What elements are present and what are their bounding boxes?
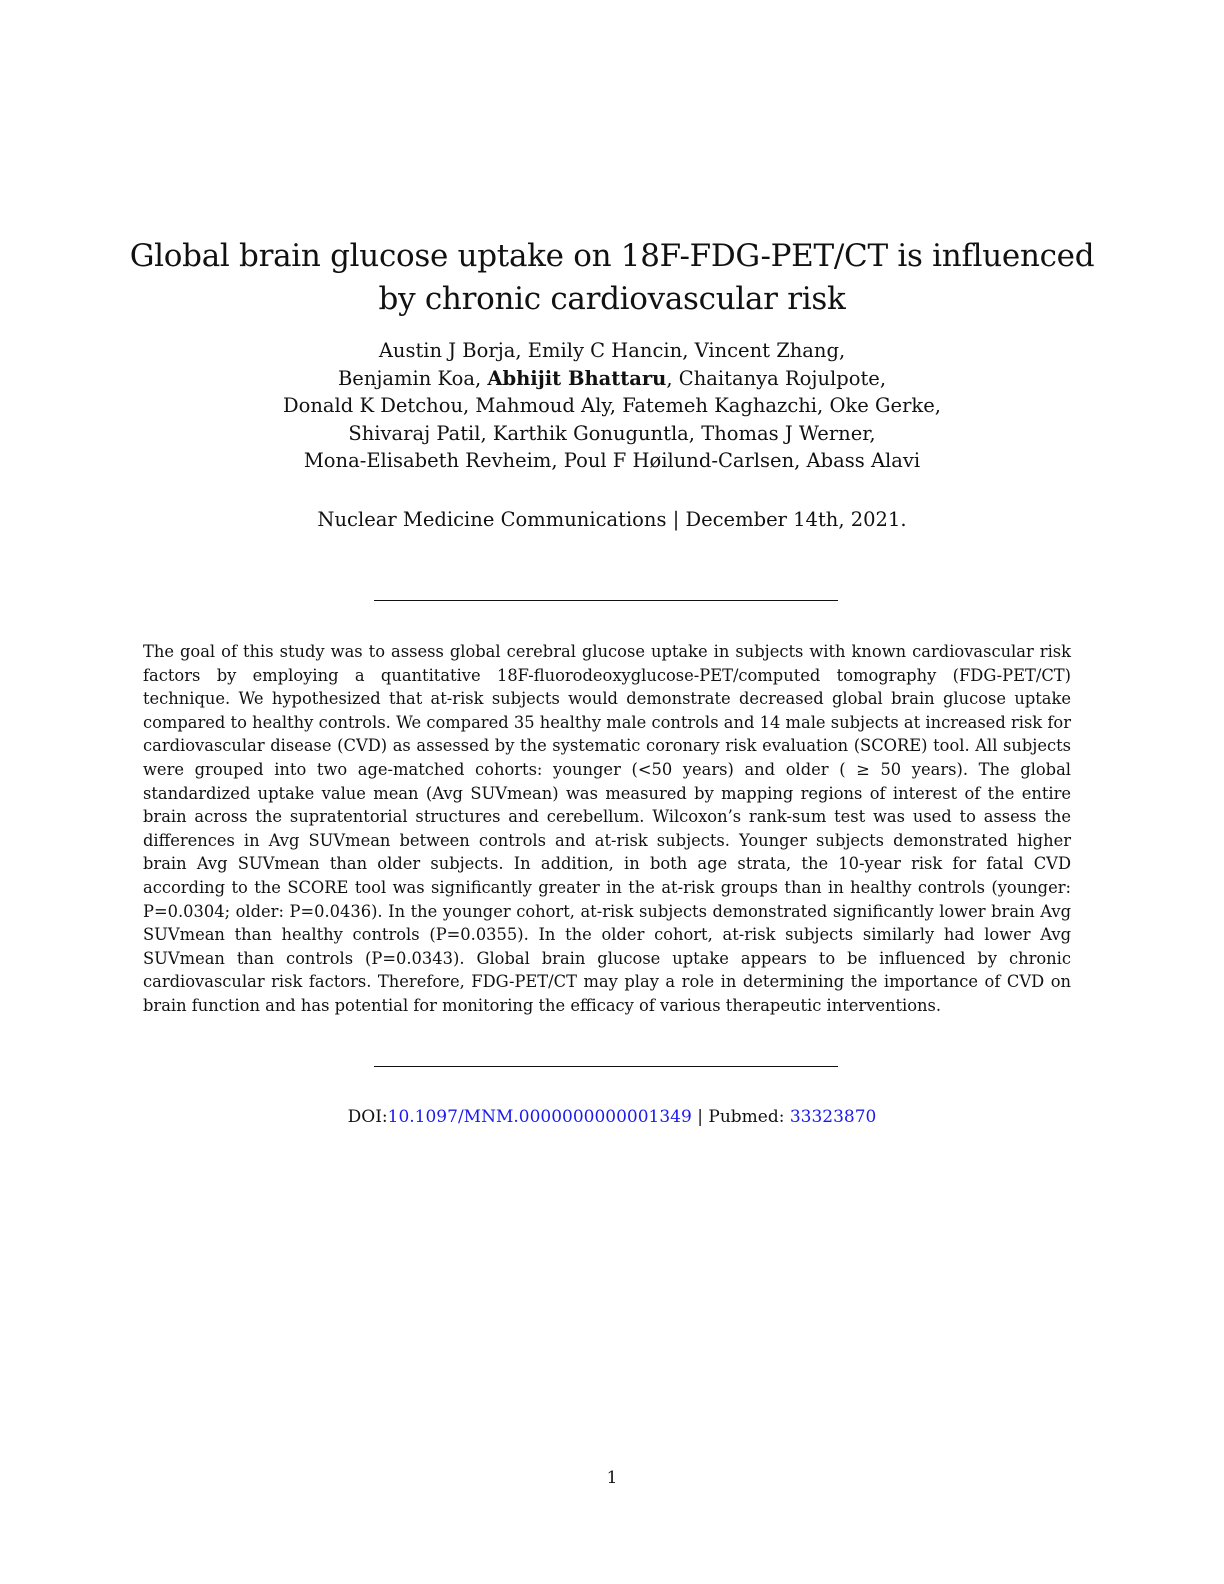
paper-title: Global brain glucose uptake on 18F-FDG-PET/CT is influenced by chronic cardiovascular risk <box>129 237 1095 317</box>
pubmed-label: Pubmed: <box>708 1107 790 1127</box>
journal-and-date: Nuclear Medicine Communications | December 14th, 2021. <box>317 508 907 531</box>
author-line: Donald K Detchou, Mahmoud Aly, Fatemeh Kaghazchi, Oke Gerke, <box>283 394 941 417</box>
top-divider <box>374 600 838 601</box>
author-line: Shivaraj Patil, Karthik Gonuguntla, Thomas J Werner, <box>348 421 876 445</box>
author-names: , Chaitanya Rojulpote, <box>666 366 887 390</box>
highlighted-author: Abhijit Bhattaru <box>487 366 667 390</box>
abstract-text: The goal of this study was to assess global cerebral glucose uptake in subjects with known cardiovascular risk factors by employing a quantitative 18F-fluorodeoxyglucose-PET/computed tomography (FDG-PET/CT) technique. We hypothesized that at-risk subjects would demonstrate decreased global brain glucose uptake compared to healthy controls. We compared 35 healthy male controls and 14 male subjects at increased risk for cardiovascular disease (CVD) as assessed by the systematic coronary risk evaluation (SCORE) tool. All subjects were grouped into two age-matched cohorts: younger (<50 years) and older ( ≥ 50 years). The global standardized uptake value mean (Avg SUVmean) was measured by mapping regions of interest of the entire brain across the supratentorial structures and cerebellum. Wilcoxon’s rank-sum test was used to assess the differences in Avg SUVmean between controls and at-risk subjects. Younger subjects demonstrated higher brain Avg SUVmean than older subjects. In addition, in both age strata, the 10-year risk for fatal CVD according to the SCORE tool was significantly greater in the at-risk groups than in healthy controls (younger: P=0.0304; older: P=0.0436). In the younger cohort, at-risk subjects demonstrated significantly lower brain Avg SUVmean than healthy controls (P=0.0355). In the older cohort, at-risk subjects similarly had lower Avg SUVmean than controls (P=0.0343). Global brain glucose uptake appears to be influenced by chronic cardiovascular risk factors. Therefore, FDG-PET/CT may play a role in determining the importance of CVD on brain function and has potential for monitoring the efficacy of various therapeutic interventions. <box>143 642 1071 1015</box>
author-line: Mona-Elisabeth Revheim, Poul F Høilund-Carlsen, Abass Alavi <box>303 449 921 472</box>
reference-links <box>180 1104 1044 1130</box>
bottom-divider <box>374 1066 838 1067</box>
author-list <box>180 337 1044 475</box>
doi-link[interactable]: 10.1097/MNM.0000000000001349 <box>387 1107 692 1127</box>
reference-separator: | <box>691 1107 709 1127</box>
author-line <box>180 365 1044 393</box>
author-names: Benjamin Koa, <box>337 366 488 390</box>
doi-label: DOI: <box>347 1107 388 1127</box>
page-number: 1 <box>606 1468 618 1488</box>
pubmed-link[interactable]: 33323870 <box>789 1107 877 1127</box>
author-line: Austin J Borja, Emily C Hancin, Vincent Zhang, <box>378 339 846 362</box>
